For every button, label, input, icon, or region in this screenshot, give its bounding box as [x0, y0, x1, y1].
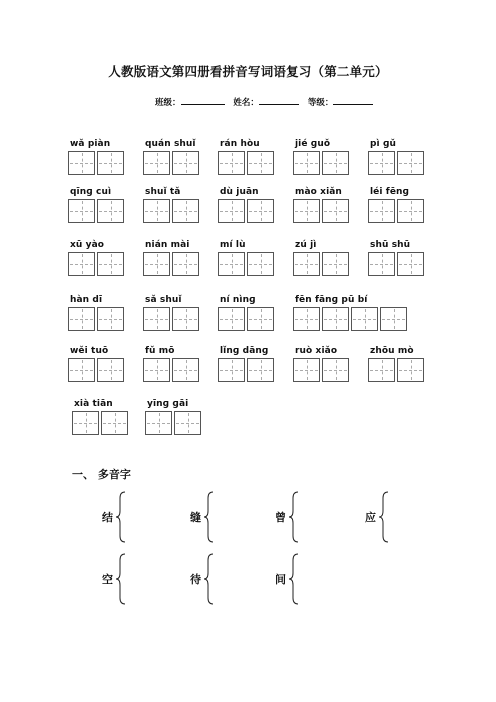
curly-brace-icon [203, 552, 215, 606]
writing-boxes [218, 151, 276, 175]
pinyin-label: pì ɡǔ [370, 139, 397, 149]
writing-boxes [368, 358, 426, 382]
pinyin-label: nián mài [145, 240, 190, 250]
polyphonic-item [190, 490, 215, 544]
tian-zi-ge-box[interactable] [247, 307, 274, 331]
curly-brace-icon [203, 490, 215, 544]
tian-zi-ge-box[interactable] [68, 151, 95, 175]
polyphonic-item [275, 552, 300, 606]
writing-boxes [68, 151, 126, 175]
word-item [145, 398, 203, 435]
curly-brace-icon [115, 552, 127, 606]
writing-boxes [293, 358, 351, 382]
polyphonic-char: 应 [365, 511, 376, 524]
tian-zi-ge-box[interactable] [218, 151, 245, 175]
word-item [293, 345, 351, 382]
tian-zi-ge-box[interactable] [368, 199, 395, 223]
pinyin-label: mào xiǎn [295, 187, 342, 197]
word-item [143, 345, 201, 382]
polyphonic-char: 间 [275, 573, 286, 586]
writing-boxes [143, 199, 201, 223]
tian-zi-ge-box[interactable] [293, 199, 320, 223]
tian-zi-ge-box[interactable] [247, 252, 274, 276]
word-item [68, 345, 126, 382]
tian-zi-ge-box[interactable] [172, 358, 199, 382]
writing-boxes [143, 252, 201, 276]
writing-boxes [143, 307, 201, 331]
writing-boxes [218, 358, 276, 382]
writing-boxes [293, 151, 351, 175]
pinyin-label: shuǐ tǎ [145, 187, 181, 197]
writing-boxes [293, 199, 351, 223]
tian-zi-ge-box[interactable] [397, 151, 424, 175]
writing-boxes [218, 199, 276, 223]
word-item [368, 345, 426, 382]
tian-zi-ge-box[interactable] [145, 411, 172, 435]
pinyin-label: lǐnɡ dānɡ [220, 346, 269, 356]
tian-zi-ge-box[interactable] [293, 151, 320, 175]
tian-zi-ge-box[interactable] [143, 199, 170, 223]
writing-boxes [293, 252, 351, 276]
student-info-line [155, 96, 373, 108]
pinyin-label: léi fēnɡ [370, 187, 410, 197]
pinyin-label: ruò xiǎo [295, 346, 338, 356]
writing-boxes [368, 252, 426, 276]
writing-boxes [72, 411, 130, 435]
polyphonic-item [275, 490, 300, 544]
tian-zi-ge-box[interactable] [322, 307, 349, 331]
pinyin-label: ní nìnɡ [220, 295, 256, 305]
polyphonic-char: 缝 [190, 511, 201, 524]
word-item [293, 294, 409, 331]
pinyin-label: quán shuǐ [145, 139, 196, 149]
polyphonic-item [102, 490, 127, 544]
pinyin-label: shū shū [370, 240, 411, 250]
word-item [72, 398, 130, 435]
curly-brace-icon [288, 552, 300, 606]
writing-boxes [218, 307, 276, 331]
tian-zi-ge-box[interactable] [68, 199, 95, 223]
tian-zi-ge-box[interactable] [380, 307, 407, 331]
writing-boxes [143, 358, 201, 382]
tian-zi-ge-box[interactable] [218, 307, 245, 331]
class-blank[interactable] [181, 96, 225, 105]
word-item [68, 138, 126, 175]
word-item [368, 138, 426, 175]
polyphonic-item [190, 552, 215, 606]
grade-label: 等级： [307, 98, 334, 108]
pinyin-label: mí lù [220, 240, 246, 250]
word-item [143, 186, 201, 223]
tian-zi-ge-box[interactable] [72, 411, 99, 435]
tian-zi-ge-box[interactable] [322, 151, 349, 175]
polyphonic-char: 空 [102, 573, 113, 586]
word-item [293, 239, 351, 276]
tian-zi-ge-box[interactable] [218, 252, 245, 276]
tian-zi-ge-box[interactable] [247, 358, 274, 382]
tian-zi-ge-box[interactable] [293, 358, 320, 382]
tian-zi-ge-box[interactable] [97, 151, 124, 175]
tian-zi-ge-box[interactable] [97, 252, 124, 276]
word-item [68, 239, 126, 276]
tian-zi-ge-box[interactable] [143, 252, 170, 276]
writing-boxes [218, 252, 276, 276]
pinyin-label: rán hòu [220, 139, 260, 149]
word-item [218, 345, 276, 382]
word-item [368, 239, 426, 276]
tian-zi-ge-box[interactable] [97, 358, 124, 382]
pinyin-label: qīnɡ cuì [70, 187, 112, 197]
tian-zi-ge-box[interactable] [68, 252, 95, 276]
word-item [218, 294, 276, 331]
tian-zi-ge-box[interactable] [143, 151, 170, 175]
pinyin-label: fēn fānɡ pū bí [295, 295, 368, 305]
writing-boxes [145, 411, 203, 435]
tian-zi-ge-box[interactable] [218, 358, 245, 382]
tian-zi-ge-box[interactable] [397, 252, 424, 276]
word-item [218, 138, 276, 175]
writing-boxes [368, 151, 426, 175]
tian-zi-ge-box[interactable] [172, 151, 199, 175]
tian-zi-ge-box[interactable] [172, 199, 199, 223]
pinyin-label: zhōu mò [370, 346, 414, 356]
writing-boxes [68, 307, 126, 331]
name-label: 姓名： [233, 98, 259, 108]
writing-boxes [293, 307, 409, 331]
word-item [218, 186, 276, 223]
tian-zi-ge-box[interactable] [174, 411, 201, 435]
pinyin-label: zú jì [295, 240, 317, 250]
word-item [293, 138, 351, 175]
tian-zi-ge-box[interactable] [368, 358, 395, 382]
grade-blank[interactable] [333, 96, 373, 105]
tian-zi-ge-box[interactable] [97, 199, 124, 223]
pinyin-label: xià tiān [74, 399, 113, 409]
word-item [218, 239, 276, 276]
word-item [143, 138, 201, 175]
tian-zi-ge-box[interactable] [247, 199, 274, 223]
section-title-polyphonic: 一、 多音字 [72, 468, 131, 481]
tian-zi-ge-box[interactable] [172, 252, 199, 276]
word-item [68, 186, 126, 223]
tian-zi-ge-box[interactable] [293, 307, 320, 331]
pinyin-label: fǔ mō [145, 346, 175, 356]
writing-boxes [143, 151, 201, 175]
tian-zi-ge-box[interactable] [68, 358, 95, 382]
tian-zi-ge-box[interactable] [143, 307, 170, 331]
writing-boxes [68, 358, 126, 382]
curly-brace-icon [378, 490, 390, 544]
word-item [368, 186, 426, 223]
polyphonic-char: 结 [102, 511, 113, 524]
tian-zi-ge-box[interactable] [322, 358, 349, 382]
curly-brace-icon [288, 490, 300, 544]
writing-boxes [368, 199, 426, 223]
writing-boxes [68, 252, 126, 276]
word-item [143, 294, 201, 331]
tian-zi-ge-box[interactable] [368, 252, 395, 276]
tian-zi-ge-box[interactable] [218, 199, 245, 223]
tian-zi-ge-box[interactable] [351, 307, 378, 331]
tian-zi-ge-box[interactable] [68, 307, 95, 331]
tian-zi-ge-box[interactable] [101, 411, 128, 435]
pinyin-label: wěi tuō [70, 346, 109, 356]
word-item [143, 239, 201, 276]
polyphonic-item [365, 490, 390, 544]
polyphonic-item [102, 552, 127, 606]
tian-zi-ge-box[interactable] [247, 151, 274, 175]
pinyin-label: sǎ shuǐ [145, 295, 182, 305]
name-blank[interactable] [259, 96, 299, 105]
word-item [293, 186, 351, 223]
pinyin-label: hàn dī [70, 295, 103, 305]
word-item [68, 294, 126, 331]
tian-zi-ge-box[interactable] [368, 151, 395, 175]
tian-zi-ge-box[interactable] [397, 199, 424, 223]
tian-zi-ge-box[interactable] [322, 252, 349, 276]
tian-zi-ge-box[interactable] [322, 199, 349, 223]
tian-zi-ge-box[interactable] [293, 252, 320, 276]
pinyin-label: yīnɡ ɡāi [147, 399, 189, 409]
pinyin-label: jié ɡuǒ [295, 139, 331, 149]
writing-boxes [68, 199, 126, 223]
page-title: 人教版语文第四册看拼音写词语复习（第二单元） [108, 64, 388, 79]
tian-zi-ge-box[interactable] [397, 358, 424, 382]
pinyin-label: xū yào [70, 240, 105, 250]
tian-zi-ge-box[interactable] [97, 307, 124, 331]
pinyin-label: dù juān [220, 187, 259, 197]
polyphonic-char: 曾 [275, 511, 286, 524]
pinyin-label: wǎ piàn [70, 139, 111, 149]
polyphonic-char: 待 [190, 573, 201, 586]
class-label: 班级： [155, 98, 181, 108]
curly-brace-icon [115, 490, 127, 544]
tian-zi-ge-box[interactable] [143, 358, 170, 382]
tian-zi-ge-box[interactable] [172, 307, 199, 331]
